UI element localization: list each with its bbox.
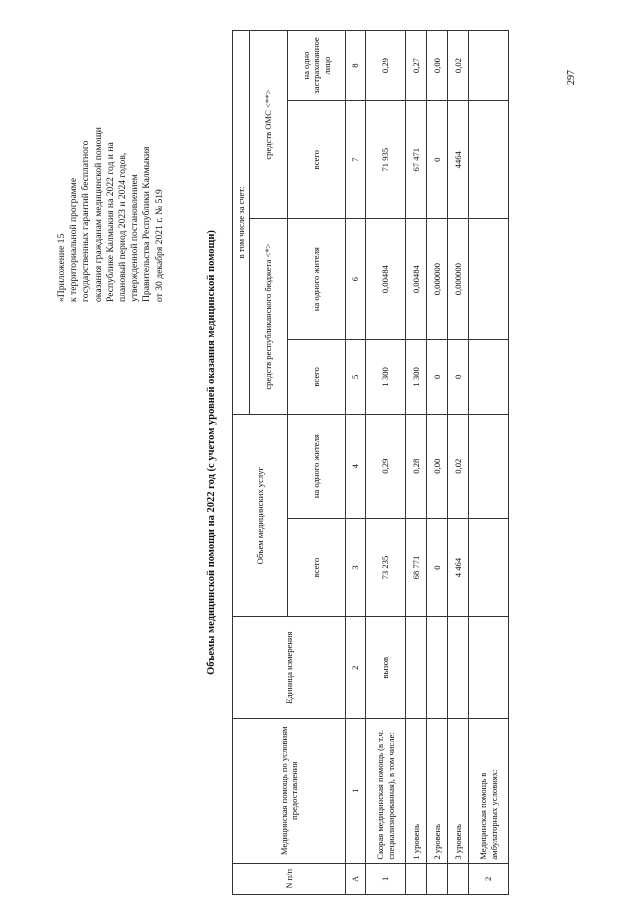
appendix-note bbox=[56, 2, 166, 302]
appendix-line: плановый период 2023 и 2024 годов, bbox=[117, 152, 129, 302]
republic-per-resident-cell: 0,00484 bbox=[406, 219, 427, 340]
unit-cell: вызов bbox=[366, 617, 406, 718]
header-care: Медицинская помощь по условиям предоставления bbox=[233, 718, 346, 863]
unit-cell bbox=[427, 617, 448, 718]
care-type-cell: Медицинская помощь в амбулаторных условиях: bbox=[469, 718, 509, 863]
header-republic-budget: средств республиканского бюджета <*> bbox=[250, 219, 288, 414]
volume-total-cell: 68 771 bbox=[406, 518, 427, 617]
oms-per-insured-cell: 0,00 bbox=[427, 31, 448, 101]
republic-per-resident-cell: 0,00484 bbox=[366, 219, 406, 340]
republic-per-resident-cell: 0,000000 bbox=[448, 219, 469, 340]
appendix-line: утвержденной постановлением bbox=[129, 174, 141, 302]
oms-total-cell: 0 bbox=[427, 101, 448, 219]
medical-volume-table bbox=[232, 30, 509, 895]
republic-total-cell: 1 300 bbox=[366, 340, 406, 415]
unit-cell bbox=[406, 617, 427, 718]
header-republic-per-resident: на одного жителя bbox=[288, 219, 346, 340]
header-oms: средств ОМС <**> bbox=[250, 31, 288, 219]
care-type-cell: 3 уровень bbox=[448, 718, 469, 863]
header-republic-total: всего bbox=[288, 340, 346, 415]
table-row bbox=[427, 31, 448, 895]
table-row bbox=[469, 31, 509, 895]
row-number-cell: 2 bbox=[469, 863, 509, 894]
header-volume-total: всего bbox=[288, 518, 346, 617]
column-index: 5 bbox=[346, 340, 366, 415]
appendix-line: государственных гарантий бесплатного bbox=[80, 140, 92, 302]
header-unit: Единица измерения bbox=[233, 617, 346, 718]
column-index: А bbox=[346, 863, 366, 894]
header-volume-per-resident: на одного жителя bbox=[288, 414, 346, 518]
row-number-cell bbox=[427, 863, 448, 894]
table-row bbox=[448, 31, 469, 895]
oms-total-cell: 67 471 bbox=[406, 101, 427, 219]
volume-per-resident-cell: 0,00 bbox=[427, 414, 448, 518]
volume-total-cell bbox=[469, 518, 509, 617]
document-title: Объемы медицинской помощи на 2022 год (с учетом уровней оказания медицинской помощи) bbox=[206, 230, 217, 675]
oms-per-insured-cell: 0,29 bbox=[366, 31, 406, 101]
header-oms-total: всего bbox=[288, 101, 346, 219]
oms-per-insured-cell: 0,27 bbox=[406, 31, 427, 101]
unit-cell bbox=[448, 617, 469, 718]
care-type-cell: 2 уровень bbox=[427, 718, 448, 863]
volume-per-resident-cell bbox=[469, 414, 509, 518]
care-type-cell: Скорая медицинская помощь (в т.ч. специализированная), в том числе: bbox=[366, 718, 406, 863]
column-index: 6 bbox=[346, 219, 366, 340]
care-type-cell: 1 уровень bbox=[406, 718, 427, 863]
header-oms-per-insured: на одно застрахованное лицо bbox=[288, 31, 346, 101]
republic-total-cell: 0 bbox=[448, 340, 469, 415]
republic-per-resident-cell: 0,000000 bbox=[427, 219, 448, 340]
row-number-cell bbox=[406, 863, 427, 894]
header-num: N п/п bbox=[233, 863, 346, 894]
row-number-cell: 1 bbox=[366, 863, 406, 894]
column-index: 7 bbox=[346, 101, 366, 219]
appendix-line: к территориальной программе bbox=[68, 177, 80, 302]
unit-cell bbox=[469, 617, 509, 718]
appendix-line: от 30 декабря 2021 г. № 519 bbox=[153, 189, 165, 302]
column-index: 1 bbox=[346, 718, 366, 863]
oms-total-cell bbox=[469, 101, 509, 219]
header-including: в том числе за счет: bbox=[233, 31, 250, 415]
volume-total-cell: 73 235 bbox=[366, 518, 406, 617]
row-number-cell bbox=[448, 863, 469, 894]
appendix-line: Правительства Республики Калмыкия bbox=[141, 146, 153, 302]
volume-total-cell: 4 464 bbox=[448, 518, 469, 617]
republic-total-cell bbox=[469, 340, 509, 415]
column-index: 4 bbox=[346, 414, 366, 518]
republic-total-cell: 0 bbox=[427, 340, 448, 415]
table-row bbox=[366, 31, 406, 895]
volume-total-cell: 0 bbox=[427, 518, 448, 617]
table-row bbox=[406, 31, 427, 895]
column-index: 2 bbox=[346, 617, 366, 718]
oms-per-insured-cell: 0,02 bbox=[448, 31, 469, 101]
column-index: 3 bbox=[346, 518, 366, 617]
appendix-line: оказания гражданам медицинской помощи bbox=[92, 127, 104, 302]
volume-per-resident-cell: 0,28 bbox=[406, 414, 427, 518]
oms-total-cell: 4464 bbox=[448, 101, 469, 219]
republic-total-cell: 1 300 bbox=[406, 340, 427, 415]
volume-per-resident-cell: 0,29 bbox=[366, 414, 406, 518]
republic-per-resident-cell bbox=[469, 219, 509, 340]
column-index: 8 bbox=[346, 31, 366, 101]
appendix-line: «Приложение 15 bbox=[56, 233, 67, 302]
oms-total-cell: 71 935 bbox=[366, 101, 406, 219]
column-index-row bbox=[346, 31, 366, 895]
page-number: 297 bbox=[566, 70, 577, 85]
header-volume: Объем медицинских услуг bbox=[233, 414, 288, 617]
volume-per-resident-cell: 0,02 bbox=[448, 414, 469, 518]
appendix-line: Республике Калмыкия на 2022 год и на bbox=[104, 142, 116, 302]
oms-per-insured-cell bbox=[469, 31, 509, 101]
